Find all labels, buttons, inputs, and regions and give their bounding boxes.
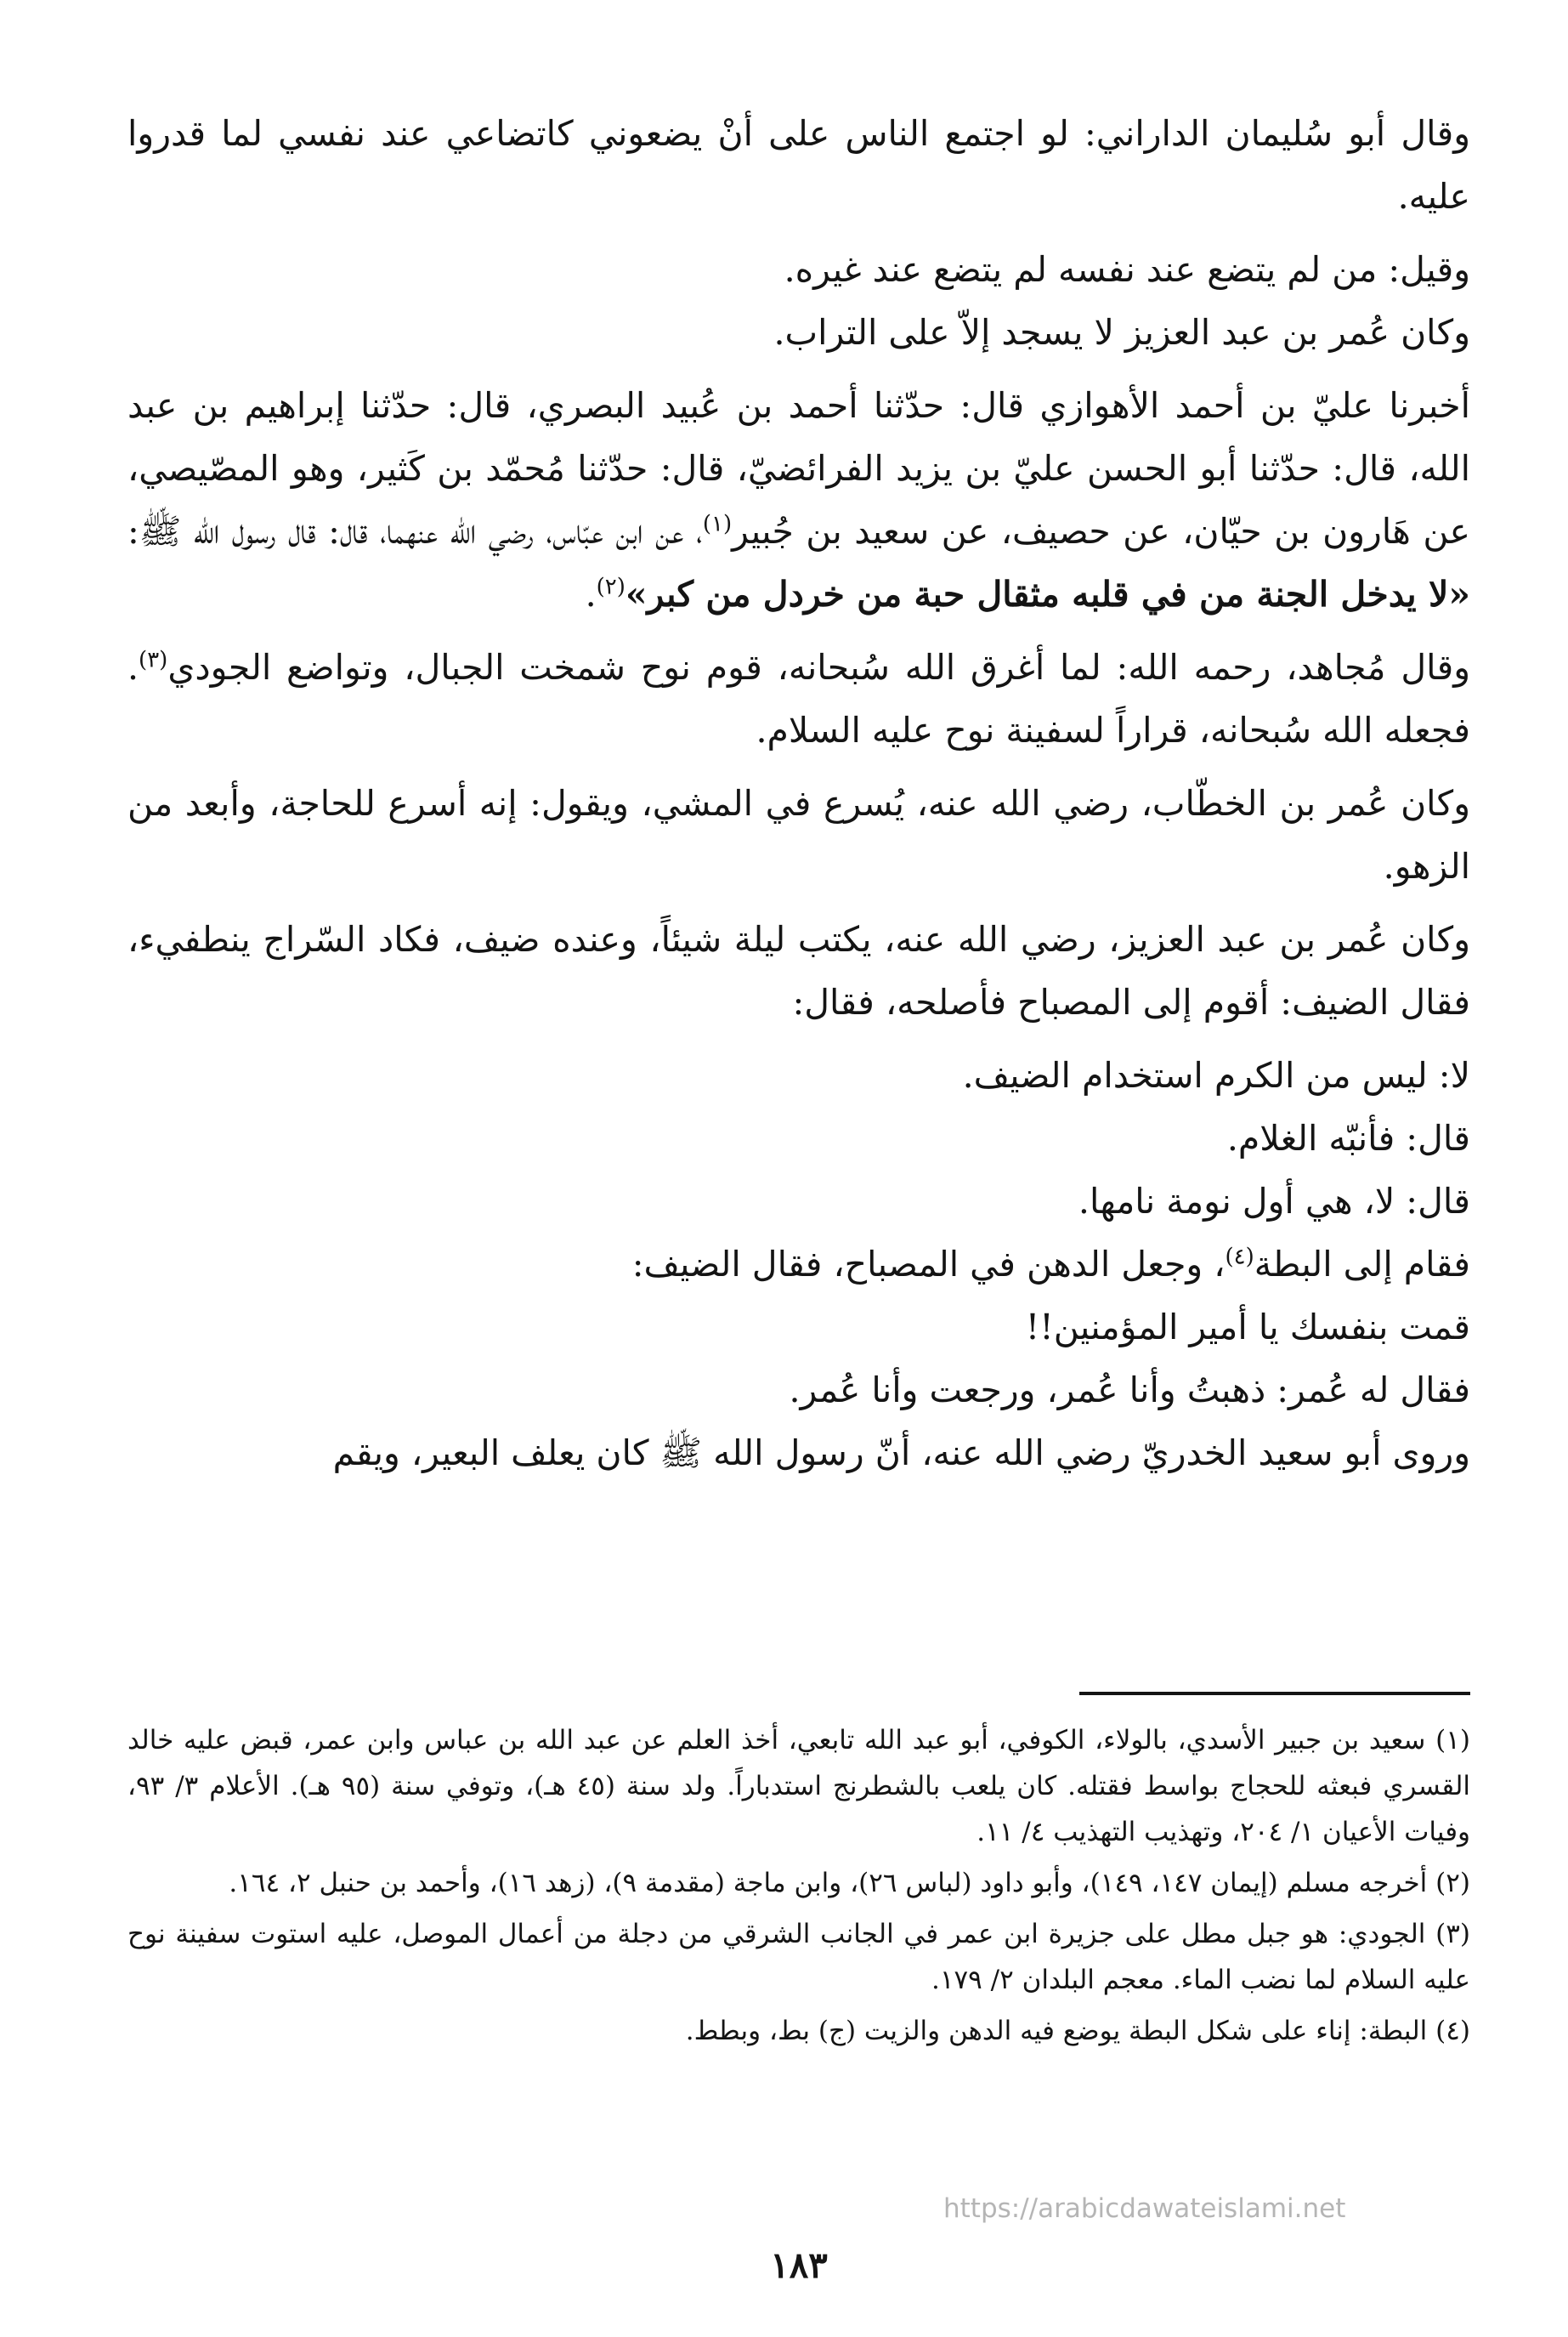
- paragraph-mujahid: [127, 636, 1470, 762]
- footnote-4: (٤) البطة: إناء على شكل البطة يوضع فيه الدهن والزيت (ج) بط، وبطط.: [685, 2016, 1470, 2046]
- paragraph-text: وكان عُمر بن عبد العزيز، رضي الله عنه، يكتب ليلة شيئاً، وعنده ضيف، فكاد السّراج ينطفيء، فقال الضيف: أقوم إلى المصباح فأصلحه، فقال:: [127, 919, 1470, 1023]
- paragraph-text: وقال أبو سُليمان الداراني: لو اجتمع الناس على أنْ يضعوني كاتضاعي عند نفسي لما قدروا عليه.: [127, 113, 1470, 217]
- page-number: ١٨٣: [770, 2244, 828, 2286]
- footnote-1: (١) سعيد بن جبير الأسدي، بالولاء، الكوفي، أبو عبد الله تابعي، أخذ العلم عن عبد الله بن عباس وابن عمر، قبض عليه خالد القسري فبعثه للحجاج بواسط فقتله. كان يلعب بالشطرنج استدباراً. ولد سنة (٤٥ هـ)، وتوفي سنة (٩٥ هـ). الأعلام ٣/ ٩٣، وفيات الأعيان ١/ ٢٠٤، وتهذيب التهذيب ٤/ ١١.: [127, 1725, 1471, 1847]
- watermark-url: https://arabicdawateislami.net: [943, 2193, 1346, 2224]
- paragraph-hadith: [127, 374, 1470, 626]
- dialogue-line-5: قمت بنفسك يا أمير المؤمنين!!: [1025, 1307, 1470, 1347]
- dialogue-line-4: [127, 1233, 1470, 1296]
- dialogue-line-4-end: ، وجعل الدهن في المصباح، فقال الضيف:: [631, 1244, 1226, 1285]
- line-humility-saying: وقيل: من لم يتضع عند نفسه لم يتضع عند غيره.: [784, 249, 1470, 290]
- paragraph-text: وكان عُمر بن الخطّاب، رضي الله عنه، يُسرع في المشي، ويقول: إنه أسرع للحاجة، وأبعد من الزهو.: [127, 783, 1470, 887]
- line-umar-prostration: وكان عُمر بن عبد العزيز لا يسجد إلاّ على التراب.: [773, 312, 1470, 353]
- footnote-ref-3[interactable]: (٣): [139, 647, 168, 673]
- dialogue-line-7: وروى أبو سعيد الخدريّ رضي الله عنه، أنّ رسول الله ﷺ كان يعلف البعير، ويقم: [332, 1432, 1470, 1473]
- book-page: [127, 102, 1471, 2286]
- dialogue-line-1: لا: ليس من الكرم استخدام الضيف.: [962, 1055, 1470, 1096]
- paragraph-humility: [127, 238, 1470, 364]
- dialogue-line-6: فقال له عُمر: ذهبتُ وأنا عُمر، ورجعت وأنا عُمر.: [789, 1370, 1470, 1410]
- footnote-ref-1[interactable]: (١): [702, 511, 733, 537]
- footnote-3: (٣) الجودي: هو جبل مطل على جزيرة ابن عمر في الجانب الشرقي من دجلة من أعمال الموصل، عليه استوت سفينة نوح عليه السلام لما نضب الماء. معجم البلدان ٢/ ١٧٩.: [127, 1919, 1470, 1995]
- paragraph-umar-guest: [127, 908, 1470, 1034]
- paragraph-darani: [127, 102, 1470, 228]
- footnote-2: (٢) أخرجه مسلم (إيمان ١٤٧، ١٤٩)، وأبو داود (لباس ٢٦)، وابن ماجة (مقدمة ٩)، (زهد ١٦)، وأحمد بن حنبل ٢، ١٦٤.: [229, 1868, 1470, 1898]
- footnote-divider: [1079, 1692, 1470, 1695]
- dialogue-line-4-text: فقام إلى البطة: [1254, 1244, 1470, 1285]
- main-text: [127, 102, 1470, 1484]
- footnote-ref-4[interactable]: (٤): [1225, 1244, 1254, 1270]
- hadith-chain-end: ، عن ابن عبّاس، رضي الله عنهما، قال: قال رسول الله ﷺ:: [127, 511, 703, 552]
- mujahid-text: وقال مُجاهد، رحمه الله: لما أغرق الله سُبحانه، قوم نوح شمخت الجبال، وتواضع الجودي: [167, 647, 1470, 688]
- dialogue-line-2: قال: فأنبّه الغلام.: [1226, 1118, 1470, 1159]
- dialogue-line-3: قال: لا، هي أول نومة نامها.: [1078, 1181, 1470, 1222]
- paragraph-umar-khattab: [127, 772, 1470, 898]
- hadith-period: .: [585, 574, 597, 615]
- footnotes: [127, 1717, 1470, 2059]
- hadith-chain: أخبرنا عليّ بن أحمد الأهوازي قال: حدّثنا أحمد بن عُبيد البصري، قال: حدّثنا إبراهيم بن عبد الله، قال: حدّثنا أبو الحسن عليّ بن يزيد الفرائضيّ، قال: حدّثنا مُحمّد بن كَثير، وهو المصّيصي، عن هَارون بن حيّان، عن حصيف، عن سعيد بن جُبير: [127, 385, 1470, 552]
- dialogue-lines: [127, 1044, 1470, 1484]
- hadith-text: «لا يدخل الجنة من في قلبه مثقال حبة من خردل من كبر»: [625, 574, 1470, 615]
- footnote-ref-2[interactable]: (٢): [596, 574, 626, 600]
- mujahid-text-end: . فجعله الله سُبحانه، قراراً لسفينة نوح عليه السلام.: [127, 647, 1470, 751]
